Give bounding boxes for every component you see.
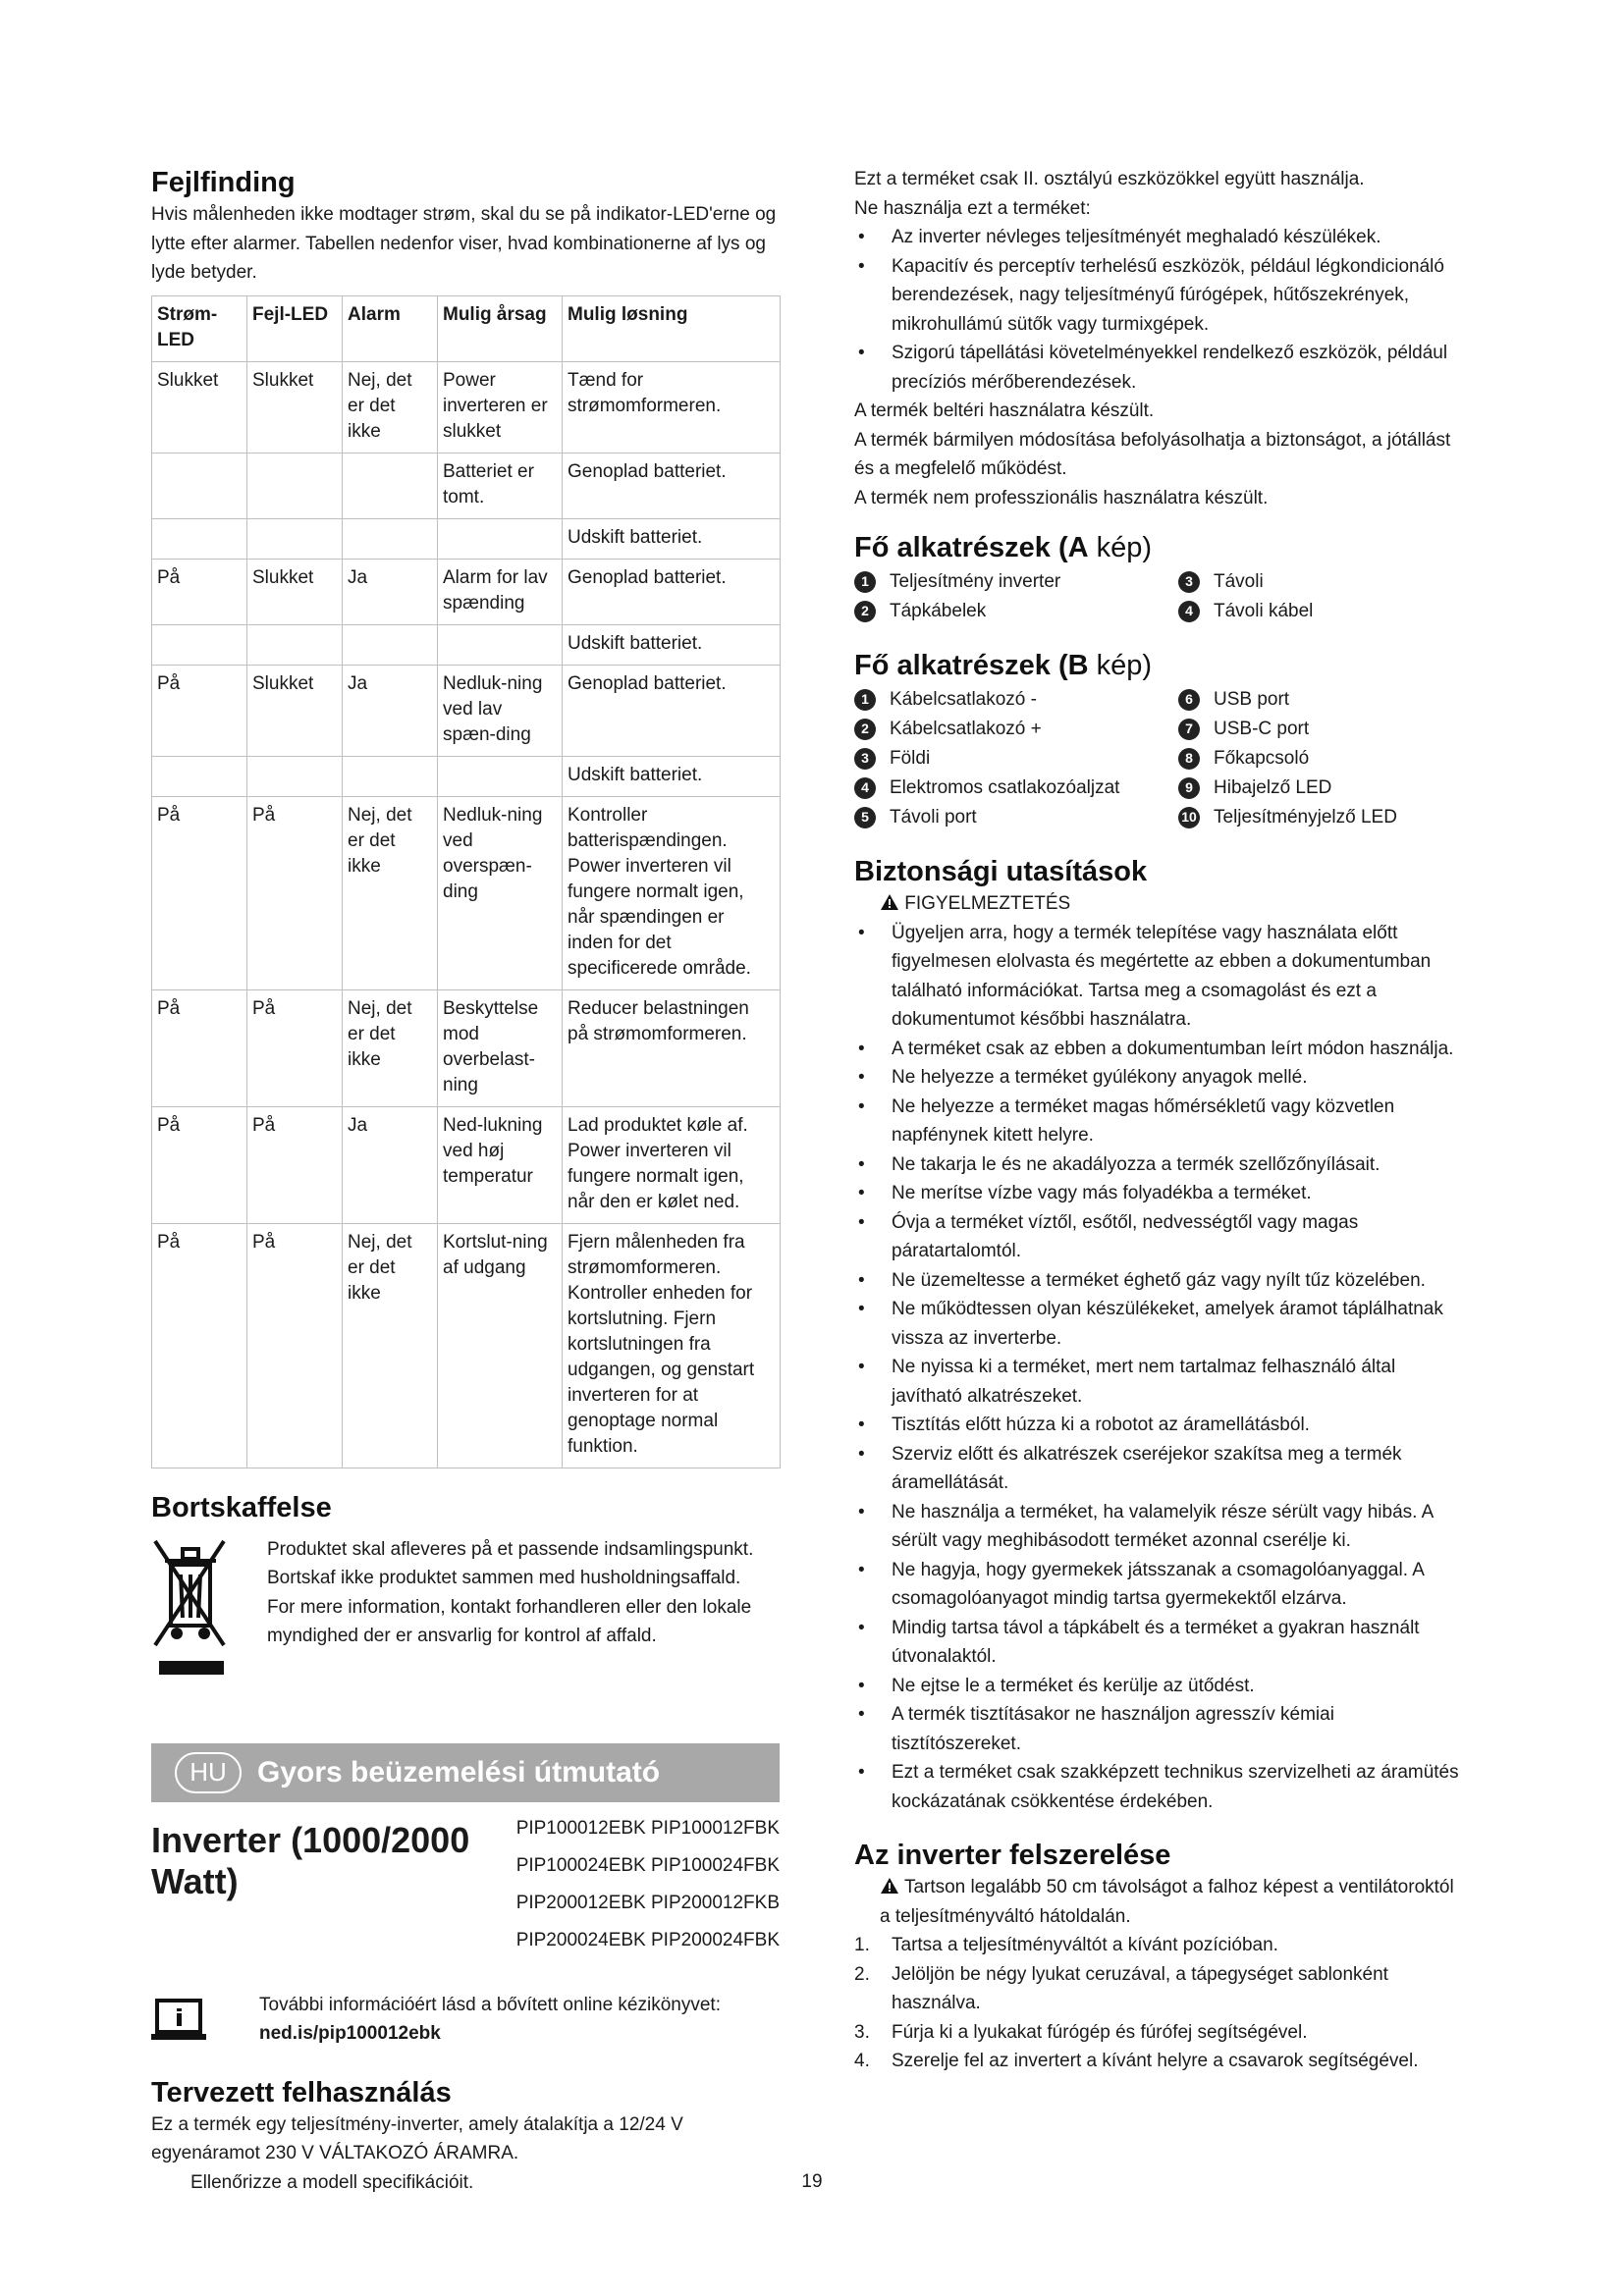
- table-cell: Nej, det er det ikke: [343, 989, 438, 1106]
- troubleshooting-table: [151, 295, 781, 1468]
- header-alarm: Alarm: [343, 295, 438, 361]
- table-cell: [247, 756, 343, 796]
- table-cell: [343, 518, 438, 559]
- laptop-info-icon: [151, 1999, 206, 2042]
- part-item: 1 Kábelcsatlakozó -: [854, 685, 1178, 715]
- weee-bin-icon: [151, 1535, 228, 1692]
- table-cell: Tænd for strømomformeren.: [563, 361, 781, 453]
- list-item: • Ne takarja le és ne akadályozza a termék szellőzőnyílásait.: [854, 1150, 1463, 1180]
- table-cell: Nej, det er det ikke: [343, 361, 438, 453]
- list-item: • Ne üzemeltesse a terméket éghető gáz vagy nyílt tűz közelében.: [854, 1266, 1463, 1296]
- table-cell: På: [247, 796, 343, 989]
- list-item: • Ne hagyja, hogy gyermekek játsszanak a csomagolóanyaggal. A csomagolóanyagot mindig tartsa gyermekektől elzárva.: [854, 1556, 1463, 1614]
- table-cell: På: [152, 796, 247, 989]
- part-item: 4 Távoli kábel: [1178, 597, 1463, 626]
- table-cell: [152, 453, 247, 518]
- table-cell: Batteriet er tomt.: [438, 453, 563, 518]
- list-item: • Ezt a terméket csak szakképzett technikus szervizelheti az áramütés kockázatának csökkentése érdekében.: [854, 1758, 1463, 1816]
- table-cell: Kortslut-ning af udgang: [438, 1223, 563, 1468]
- list-item: • Szigorú tápellátási követelményekkel rendelkező eszközök, például precíziós mérőberendezések.: [854, 339, 1463, 397]
- table-cell: Ja: [343, 559, 438, 624]
- online-manual-link[interactable]: ned.is/pip100012ebk: [259, 2023, 441, 2044]
- parts-b-list: [854, 685, 1463, 832]
- non-professional-text: A termék nem professzionális használatra készült.: [854, 487, 1269, 508]
- table-cell: På: [247, 1106, 343, 1223]
- table-cell: Ja: [343, 1106, 438, 1223]
- table-row: [152, 518, 781, 559]
- table-cell: Power inverteren er slukket: [438, 361, 563, 453]
- part-item: 6 USB port: [1178, 685, 1463, 715]
- step-item: 2. Jelöljön be négy lyukat ceruzával, a tápegységet sablonként használva.: [854, 1963, 1388, 2013]
- model-list: [516, 1810, 780, 1959]
- table-cell: [343, 624, 438, 665]
- table-cell: På: [152, 1106, 247, 1223]
- table-cell: Genoplad batteriet.: [563, 559, 781, 624]
- disposal-heading: Bortskaffelse: [151, 1491, 332, 1523]
- step-item: 4. Szerelje fel az invertert a kívánt helyre a csavarok segítségével.: [854, 2051, 1419, 2071]
- product-title: Inverter (1000/2000 Watt): [151, 1819, 470, 1901]
- table-cell: [247, 453, 343, 518]
- header-cause: Mulig årsag: [438, 295, 563, 361]
- table-body: [152, 361, 781, 1468]
- model-line: PIP100024EBK PIP100024FBK: [515, 1854, 780, 1876]
- online-manual-info: [151, 1991, 780, 2061]
- table-row: [152, 1106, 781, 1223]
- list-item: • Ne nyissa ki a terméket, mert nem tartalmaz felhasználó által javítható alkatrészeket.: [854, 1353, 1463, 1411]
- header-fault-led: Fejl-LED: [247, 295, 343, 361]
- table-cell: [152, 624, 247, 665]
- list-item: • Ne használja a terméket, ha valamelyik része sérült vagy hibás. A sérült vagy meghibásodott terméket azonnal cserélje ki.: [854, 1498, 1463, 1556]
- list-item: • Ne helyezze a terméket gyúlékony anyagok mellé.: [854, 1063, 1463, 1093]
- list-item: • Az inverter névleges teljesítményét meghaladó készülékek.: [854, 223, 1463, 252]
- header-solution: Mulig løsning: [563, 295, 781, 361]
- table-cell: Nej, det er det ikke: [343, 1223, 438, 1468]
- page-number: 19: [801, 2171, 823, 2192]
- part-item: 2 Tápkábelek: [854, 597, 1178, 626]
- product-header: [151, 1810, 780, 1977]
- parts-a-list: [854, 567, 1463, 626]
- safety-heading: Biztonsági utasítások: [854, 856, 1148, 887]
- step-item: 3. Fúrja ki a lyukakat fúrógép és fúrófej segítségével.: [854, 2021, 1308, 2043]
- parts-b-heading: Fő alkatrészek (B kép): [854, 650, 1153, 681]
- list-item: • Ne helyezze a terméket magas hőmérsékletű vagy közvetlen napfénynek kitett helyre.: [854, 1093, 1463, 1150]
- table-cell: [438, 624, 563, 665]
- table-cell: På: [152, 989, 247, 1106]
- right-column: [854, 165, 1463, 2076]
- table-cell: Udskift batteriet.: [563, 624, 781, 665]
- list-item: • Ne működtessen olyan készülékeket, amelyek áramot táplálhatnak vissza az inverterbe.: [854, 1295, 1463, 1353]
- online-manual-text: További információért lásd a bővített online kézikönyvet:: [259, 1994, 721, 2015]
- list-item: • Óvja a terméket víztől, esőtől, nedvességtől vagy magas páratartalomtól.: [854, 1208, 1463, 1266]
- part-item: 9 Hibajelző LED: [1178, 774, 1463, 803]
- list-item: • Ne ejtse le a terméket és kerülje az ütődést.: [854, 1672, 1463, 1701]
- list-item: • Ne merítse vízbe vagy más folyadékba a terméket.: [854, 1179, 1463, 1208]
- disposal-section: [151, 1535, 780, 1714]
- table-cell: På: [152, 665, 247, 756]
- disposal-text-2: For mere information, kontakt forhandleren eller den lokale myndighed der er ansvarlig for kontrol af affald.: [267, 1596, 752, 1646]
- table-cell: Udskift batteriet.: [563, 756, 781, 796]
- table-row: [152, 1223, 781, 1468]
- step-item: 1. Tartsa a teljesítményváltót a kívánt pozícióban.: [854, 1935, 1278, 1955]
- disposal-text-1: Produktet skal afleveres på et passende indsamlingspunkt. Bortskaf ikke produktet sammen med husholdningsaffald.: [267, 1538, 754, 1588]
- table-cell: Reducer belastningen på strømomformeren.: [563, 989, 781, 1106]
- table-cell: Slukket: [247, 665, 343, 756]
- table-cell: [343, 756, 438, 796]
- table-cell: [438, 518, 563, 559]
- part-item: 4 Elektromos csatlakozóaljzat: [854, 774, 1178, 803]
- table-cell: [438, 756, 563, 796]
- table-row: [152, 796, 781, 989]
- table-cell: Slukket: [247, 559, 343, 624]
- table-cell: Lad produktet køle af. Power inverteren vil fungere normalt igen, når den er kølet ned.: [563, 1106, 781, 1223]
- do-not-use-text: Ne használja ezt a terméket:: [854, 197, 1091, 219]
- part-item: 3 Földi: [854, 744, 1178, 774]
- no-use-list: [854, 223, 1463, 397]
- parts-a-heading: Fő alkatrészek (A kép): [854, 532, 1153, 563]
- language-badge: HU: [175, 1752, 242, 1793]
- safety-list: [854, 919, 1463, 1817]
- table-cell: Alarm for lav spænding: [438, 559, 563, 624]
- table-row: [152, 361, 781, 453]
- table-cell: På: [152, 559, 247, 624]
- table-cell: Slukket: [152, 361, 247, 453]
- list-item: • A terméket csak az ebben a dokumentumban leírt módon használja.: [854, 1035, 1463, 1064]
- table-cell: Kontroller batterispændingen. Power inverteren vil fungere normalt igen, når spændingen er inden for det specificerede område.: [563, 796, 781, 989]
- table-cell: Ja: [343, 665, 438, 756]
- table-cell: [152, 518, 247, 559]
- installation-steps: [854, 1931, 1463, 2076]
- table-cell: Udskift batteriet.: [563, 518, 781, 559]
- table-cell: [247, 518, 343, 559]
- table-row: [152, 989, 781, 1106]
- model-line: PIP100012EBK PIP100012FBK: [515, 1817, 780, 1839]
- table-row: [152, 559, 781, 624]
- language-banner: [151, 1743, 780, 1802]
- table-cell: Fjern målenheden fra strømomformeren. Kontroller enheden for kortslutning. Fjern kortslutningen fra udgangen, og genstart inverteren for at genoptage normal funktion.: [563, 1223, 781, 1468]
- part-item: 1 Teljesítmény inverter: [854, 567, 1178, 597]
- left-column: [151, 165, 780, 2197]
- part-item: 10 Teljesítményjelző LED: [1178, 803, 1463, 832]
- header-power-led: Strøm-LED: [152, 295, 247, 361]
- table-cell: [152, 756, 247, 796]
- troubleshooting-intro: Hvis målenheden ikke modtager strøm, skal du se på indikator-LED'erne og lytte efter alarmer. Tabellen nedenfor viser, hvad kombinationerne af lys og lyde betyder.: [151, 204, 777, 283]
- table-cell: [247, 624, 343, 665]
- table-header-row: [152, 295, 781, 361]
- warning-triangle-icon: [880, 1877, 899, 1895]
- list-item: • Szerviz előtt és alkatrészek cseréjekor szakítsa meg a termék áramellátását.: [854, 1440, 1463, 1498]
- troubleshooting-heading: Fejlfinding: [151, 167, 296, 198]
- list-item: • Tisztítás előtt húzza ki a robotot az áramellátásból.: [854, 1411, 1463, 1440]
- warning-triangle-icon: [880, 893, 899, 911]
- table-cell: Nedluk-ning ved overspæn-ding: [438, 796, 563, 989]
- table-row: [152, 453, 781, 518]
- list-item: • Ügyeljen arra, hogy a termék telepítése vagy használata előtt figyelmesen elolvasta és megértette az ebben a dokumentumban található információkat. Tartsa meg a csomagolást és ezt a dokumentumot későbbi használatra.: [854, 919, 1463, 1035]
- warning-label: FIGYELMEZTETÉS: [854, 889, 1463, 919]
- table-cell: Genoplad batteriet.: [563, 453, 781, 518]
- table-cell: Nej, det er det ikke: [343, 796, 438, 989]
- list-item: • Kapacitív és perceptív terhelésű eszközök, például légkondicionáló berendezések, nagy teljesítményű fúrógépek, hűtőszekrények, mikrohullámú sütők vagy turmixgépek.: [854, 252, 1463, 340]
- list-item: • A termék tisztításakor ne használjon agresszív kémiai tisztítószereket.: [854, 1700, 1463, 1758]
- model-line: PIP200012EBK PIP200012FKB: [515, 1892, 780, 1913]
- table-cell: På: [247, 1223, 343, 1468]
- part-item: 3 Távoli: [1178, 567, 1463, 597]
- part-item: 2 Kábelcsatlakozó +: [854, 715, 1178, 744]
- table-cell: Genoplad batteriet.: [563, 665, 781, 756]
- banner-title: Gyors beüzemelési útmutató: [257, 1755, 661, 1789]
- table-cell: På: [152, 1223, 247, 1468]
- table-cell: På: [247, 989, 343, 1106]
- list-item: • Mindig tartsa távol a tápkábelt és a terméket a gyakran használt útvonalaktól.: [854, 1614, 1463, 1672]
- model-line: PIP200024EBK PIP200024FBK: [515, 1929, 780, 1950]
- installation-heading: Az inverter felszerelése: [854, 1840, 1171, 1871]
- table-row: [152, 756, 781, 796]
- class-ii-text: Ezt a terméket csak II. osztályú eszközökkel együtt használja.: [854, 169, 1365, 189]
- table-cell: Nedluk-ning ved lav spæn-ding: [438, 665, 563, 756]
- table-cell: [343, 453, 438, 518]
- table-row: [152, 624, 781, 665]
- indoor-use-text: A termék beltéri használatra készült.: [854, 400, 1155, 421]
- table-cell: Beskyttelse mod overbelast-ning: [438, 989, 563, 1106]
- part-item: 7 USB-C port: [1178, 715, 1463, 744]
- modification-text: A termék bármilyen módosítása befolyásolhatja a biztonságot, a jótállást és a megfelelő működést.: [854, 429, 1451, 479]
- table-cell: Slukket: [247, 361, 343, 453]
- table-cell: Ned-lukning ved høj temperatur: [438, 1106, 563, 1223]
- part-item: 5 Távoli port: [854, 803, 1178, 832]
- check-specs-text: Ellenőrizze a modell specifikációit.: [190, 2171, 474, 2193]
- table-row: [152, 665, 781, 756]
- installation-note: Tartson legalább 50 cm távolságot a falhoz képest a ventilátoroktól a teljesítményváltó hátoldalán.: [880, 1877, 1454, 1927]
- intended-use-text: Ez a termék egy teljesítmény-inverter, amely átalakítja a 12/24 V egyenáramot 230 V VÁLTAKOZÓ ÁRAMRA.: [151, 2113, 683, 2163]
- part-item: 8 Főkapcsoló: [1178, 744, 1463, 774]
- intended-use-heading: Tervezett felhasználás: [151, 2076, 452, 2109]
